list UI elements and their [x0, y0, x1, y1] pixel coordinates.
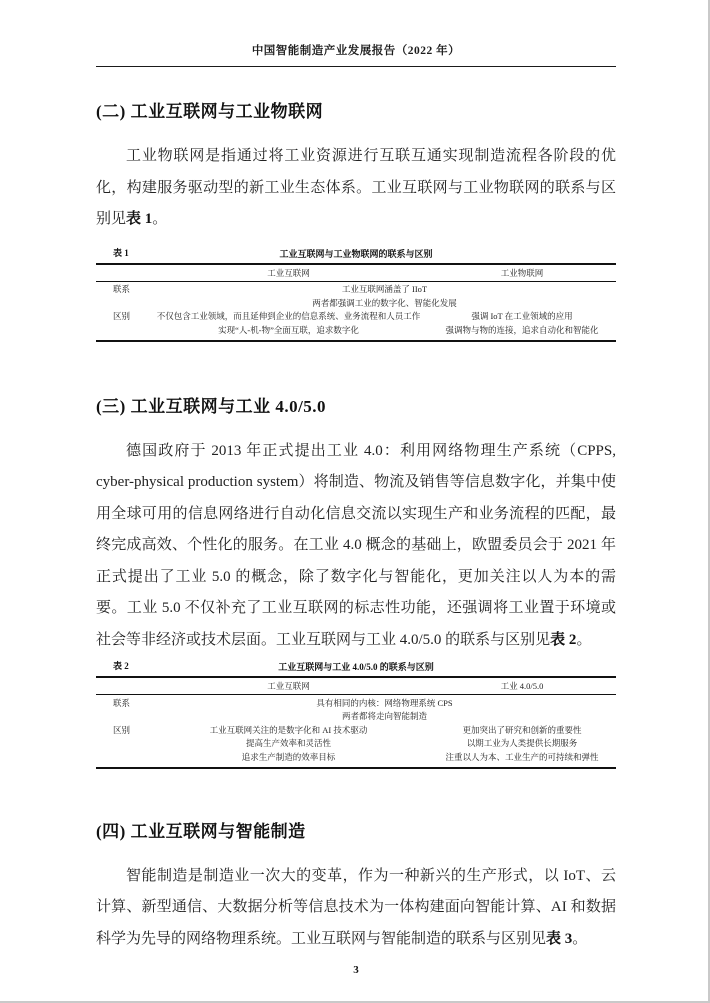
- left-cell: 追求生产制造的效率目标: [241, 751, 336, 762]
- paragraph-section-2: [96, 141, 616, 236]
- left-cell: 不仅包含工业领域，而且延伸到企业的信息系统、业务流程和人员工作: [156, 311, 421, 322]
- table-2-label: 表 2: [113, 661, 129, 671]
- left-cell: 工业互联网关注的是数字化和 AI 技术驱动: [209, 724, 368, 735]
- left-cell: 提高生产效率和灵活性: [245, 738, 331, 749]
- page-header: [96, 0, 616, 67]
- paragraph-tail: 。: [572, 930, 588, 947]
- table-1-caption: [96, 245, 616, 260]
- table-1-header-row: [96, 265, 616, 282]
- right-cell: 注重以人为本、工业生产的可持续和弹性: [445, 751, 599, 762]
- right-cell: 强调物与物的连接，追求自动化和智能化: [445, 324, 599, 335]
- paragraph-tail: 。: [576, 631, 592, 648]
- table-row: [96, 737, 616, 751]
- row-label: 区别: [113, 724, 131, 735]
- paragraph-text: 智能制造是制造业一次大的变革，作为一种新兴的生产形式，以 IoT、云计算、新型通信、大数据分析等信息技术为一体构建面向智能计算、AI 和数据科学为先导的网络物理系统。工业互联网与智能制造的联系与区别见: [96, 867, 616, 947]
- table-2-col-header-left: 工业互联网: [267, 681, 310, 691]
- paragraph-text: 工业物联网是指通过将工业资源进行互联互通实现制造流程各阶段的优化，构建服务驱动型的新工业生态体系。工业互联网与工业物联网的联系与区别见: [96, 148, 616, 227]
- table-row: [96, 283, 616, 297]
- table-2-header-row: [96, 678, 616, 695]
- span-cell: 具有相同的内核：网络物理系统 CPS: [316, 697, 453, 708]
- table-2-title: 工业互联网与工业 4.0/5.0 的联系与区别: [278, 662, 434, 672]
- table-row: [96, 696, 616, 710]
- report-title: 中国智能制造产业发展报告（2022 年）: [251, 45, 461, 57]
- table-row: [96, 750, 616, 764]
- table-ref-1: 表 1: [126, 211, 153, 227]
- paragraph-section-4: [96, 861, 616, 956]
- table-1-body: [96, 282, 616, 342]
- table-row: [96, 723, 616, 737]
- paragraph-tail: 。: [152, 211, 168, 227]
- span-cell: 两者都强调工业的数字化、智能化发展: [312, 297, 457, 308]
- span-cell: 工业互联网涵盖了 IIoT: [341, 284, 428, 295]
- span-cell: 两者都将走向智能制造: [341, 711, 427, 722]
- page-number: 3: [353, 964, 359, 976]
- table-row: [96, 323, 616, 337]
- section-heading-4: (四) 工业互联网与智能制造: [96, 821, 306, 841]
- left-cell: 实现“人-机-物”全面互联，追求数字化: [218, 324, 359, 335]
- table-1-title: 工业互联网与工业物联网的联系与区别: [279, 248, 433, 259]
- paragraph-text: 德国政府于 2013 年正式提出工业 4.0：利用网络物理生产系统（CPPS, cyber-physical production system）将制造、物流及销售等信息数字化，并集中使用全球可用的信息网络进行自动化信息交流以实现生产和业务流程的匹配，最终完成高效、个性化的服务。在工业 4.0 概念的基础上，欧盟委员会于 2021 年正式提出了工业 5.0 的概念，除了数字化与智能化，更加关注以人为本的需要。工业 5.0 不仅补充了工业互联网的标志性功能，还强调将工业置于环境或社会等非经济或技术层面。工业互联网与工业 4.0/5.0 的联系与区别见: [96, 442, 616, 648]
- table-2-body: [96, 695, 616, 769]
- table-1-col-header-left: 工业互联网: [267, 267, 310, 278]
- section-heading-2: (二) 工业互联网与工业物联网: [96, 102, 324, 121]
- table-row: [96, 296, 616, 310]
- row-label: 联系: [113, 697, 131, 708]
- table-2-caption: [96, 658, 616, 673]
- table-2-col-header-right: 工业 4.0/5.0: [500, 681, 544, 691]
- table-ref-3: 表 3: [546, 930, 573, 947]
- row-label: 联系: [113, 284, 131, 295]
- table-ref-2: 表 2: [550, 631, 577, 648]
- row-label: 区别: [113, 311, 131, 322]
- paragraph-section-3: [96, 436, 616, 657]
- right-cell: 更加突出了研究和创新的重要性: [462, 724, 582, 735]
- right-cell: 以期工业为人类提供长期服务: [466, 738, 578, 749]
- table-2: [96, 658, 616, 769]
- table-1: [96, 245, 616, 342]
- table-row: [96, 710, 616, 724]
- right-cell: 强调 IoT 在工业领域的应用: [471, 311, 573, 322]
- table-row: [96, 310, 616, 324]
- table-1-col-header-right: 工业物联网: [500, 267, 544, 278]
- page-content: [96, 0, 616, 976]
- section-heading-3: (三) 工业互联网与工业 4.0/5.0: [96, 396, 327, 416]
- table-1-label: 表 1: [113, 247, 129, 258]
